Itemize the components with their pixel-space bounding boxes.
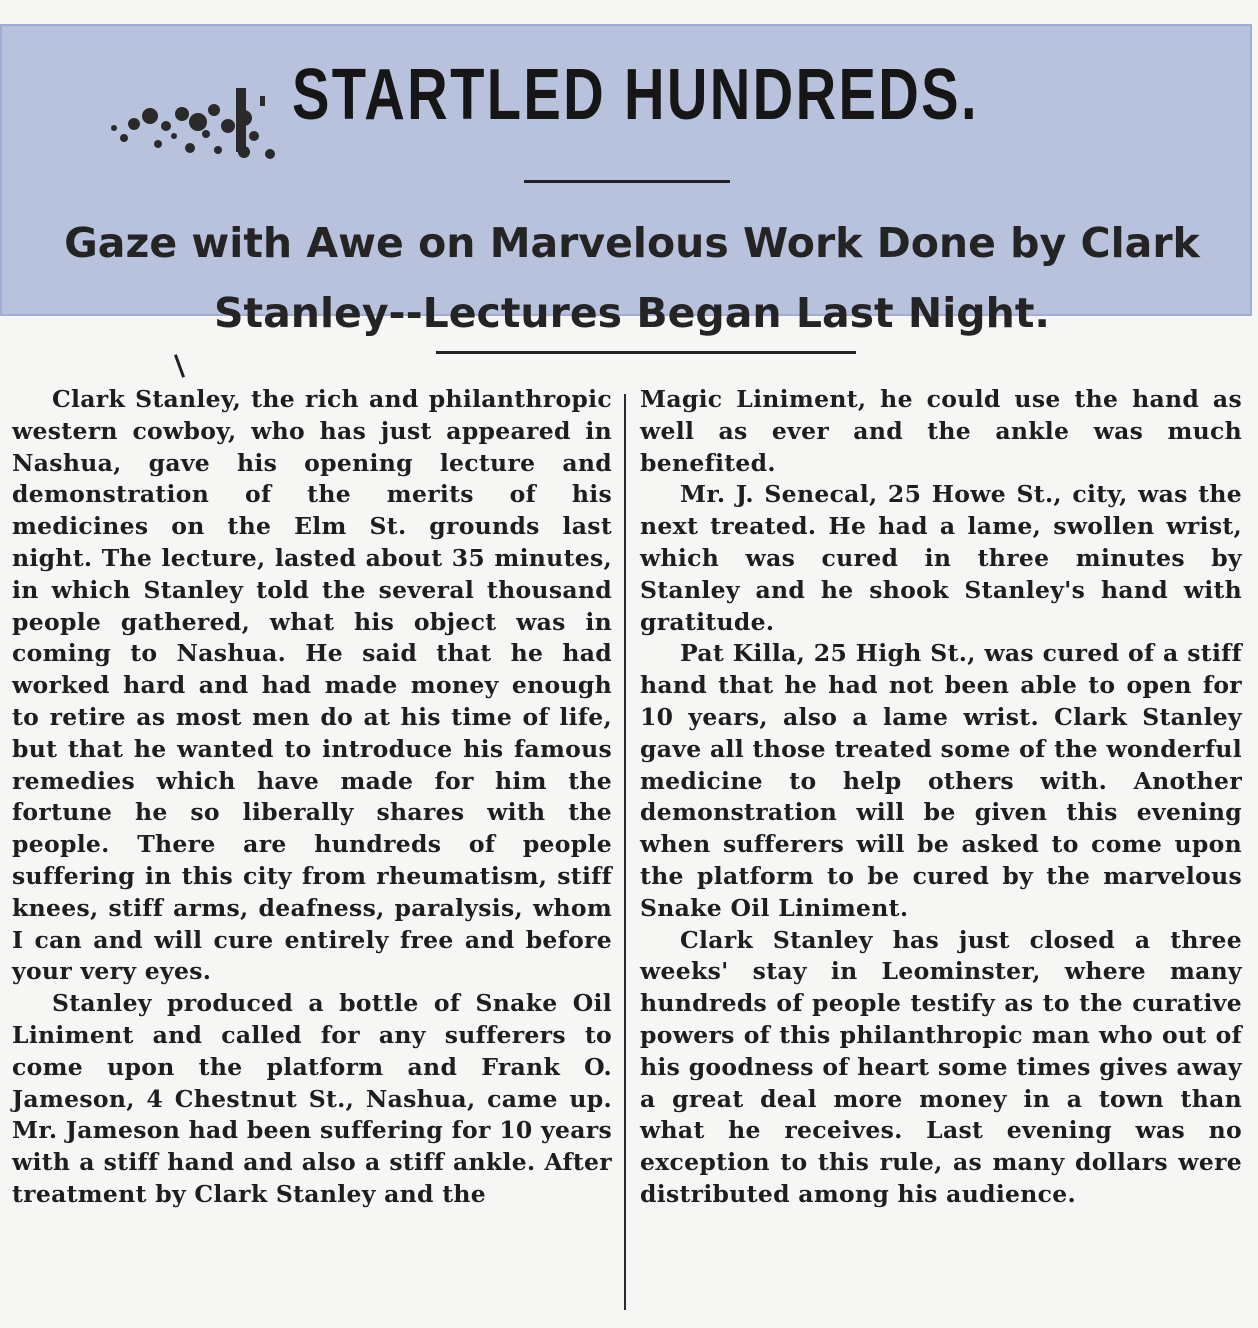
ink-mark [174,354,185,378]
article-column-right [640,384,1242,1211]
paragraph: Magic Liniment, he could use the hand as well as ever and the ankle was much benefited. [640,385,1242,477]
section-rule [436,351,856,354]
paragraph: Pat Killa, 25 High St., was cured of a stiff hand that he had not been able to open for 10 years, also a lame wrist. Clark Stanley gave all those treated some of the wonderful medicine to help others with. Another demonstration will be given this evening when sufferers will be asked to come upon the platform to be cured by the marvelous Snake Oil Liniment. [640,639,1242,922]
column-divider [624,394,626,1310]
article-column-left [12,384,612,1211]
headline-subtitle: Gaze with Awe on Marvelous Work Done by Clark Stanley--Lectures Began Last Night. [64,219,1200,337]
headline-title: STARTLED HUNDREDS. [292,55,979,135]
paragraph: Stanley produced a bottle of Snake Oil Liniment and called for any sufferers to come upon the platform and Frank O. Jameson, 4 Chestnut St., Nashua, came up. Mr. Jameson had been suffering for 10 years with a stiff hand and also a stiff ankle. After treatment by Clark Stanley and the [12,989,612,1208]
paragraph: Clark Stanley has just closed a three weeks' stay in Leominster, where many hundreds of people testify as to the curative powers of this philanthropic man who out of his goodness of heart some times gives away a great deal more money in a town than what he receives. Last evening was no exception to this rule, as many dollars were distributed among his audience. [640,925,1242,1208]
ink-smudge-image [94,66,284,162]
headline-rule [524,180,730,183]
paragraph: Clark Stanley, the rich and philanthropic western cowboy, who has just appeared in Nashua, gave his opening lecture and demonstration of the merits of his medicines on the Elm St. grounds last night. The lecture, lasted about 35 minutes, in which Stanley told the several thousand people gathered, what his object was in coming to Nashua. He said that he had worked hard and had made money enough to retire as most men do at his time of life, but that he wanted to introduce his famous remedies which have made for him the fortune he so liberally shares with the people. There are hundreds of people suffering in this city from rheumatism, stiff knees, stiff arms, deafness, paralysis, whom I can and will cure entirely free and before your very eyes. [12,385,612,986]
headline-highlight [0,24,1252,337]
paragraph: Mr. J. Senecal, 25 Howe St., city, was the next treated. He had a lame, swollen wrist, which was cured in three minutes by Stanley and he shook Stanley's hand with gratitude. [640,480,1242,636]
